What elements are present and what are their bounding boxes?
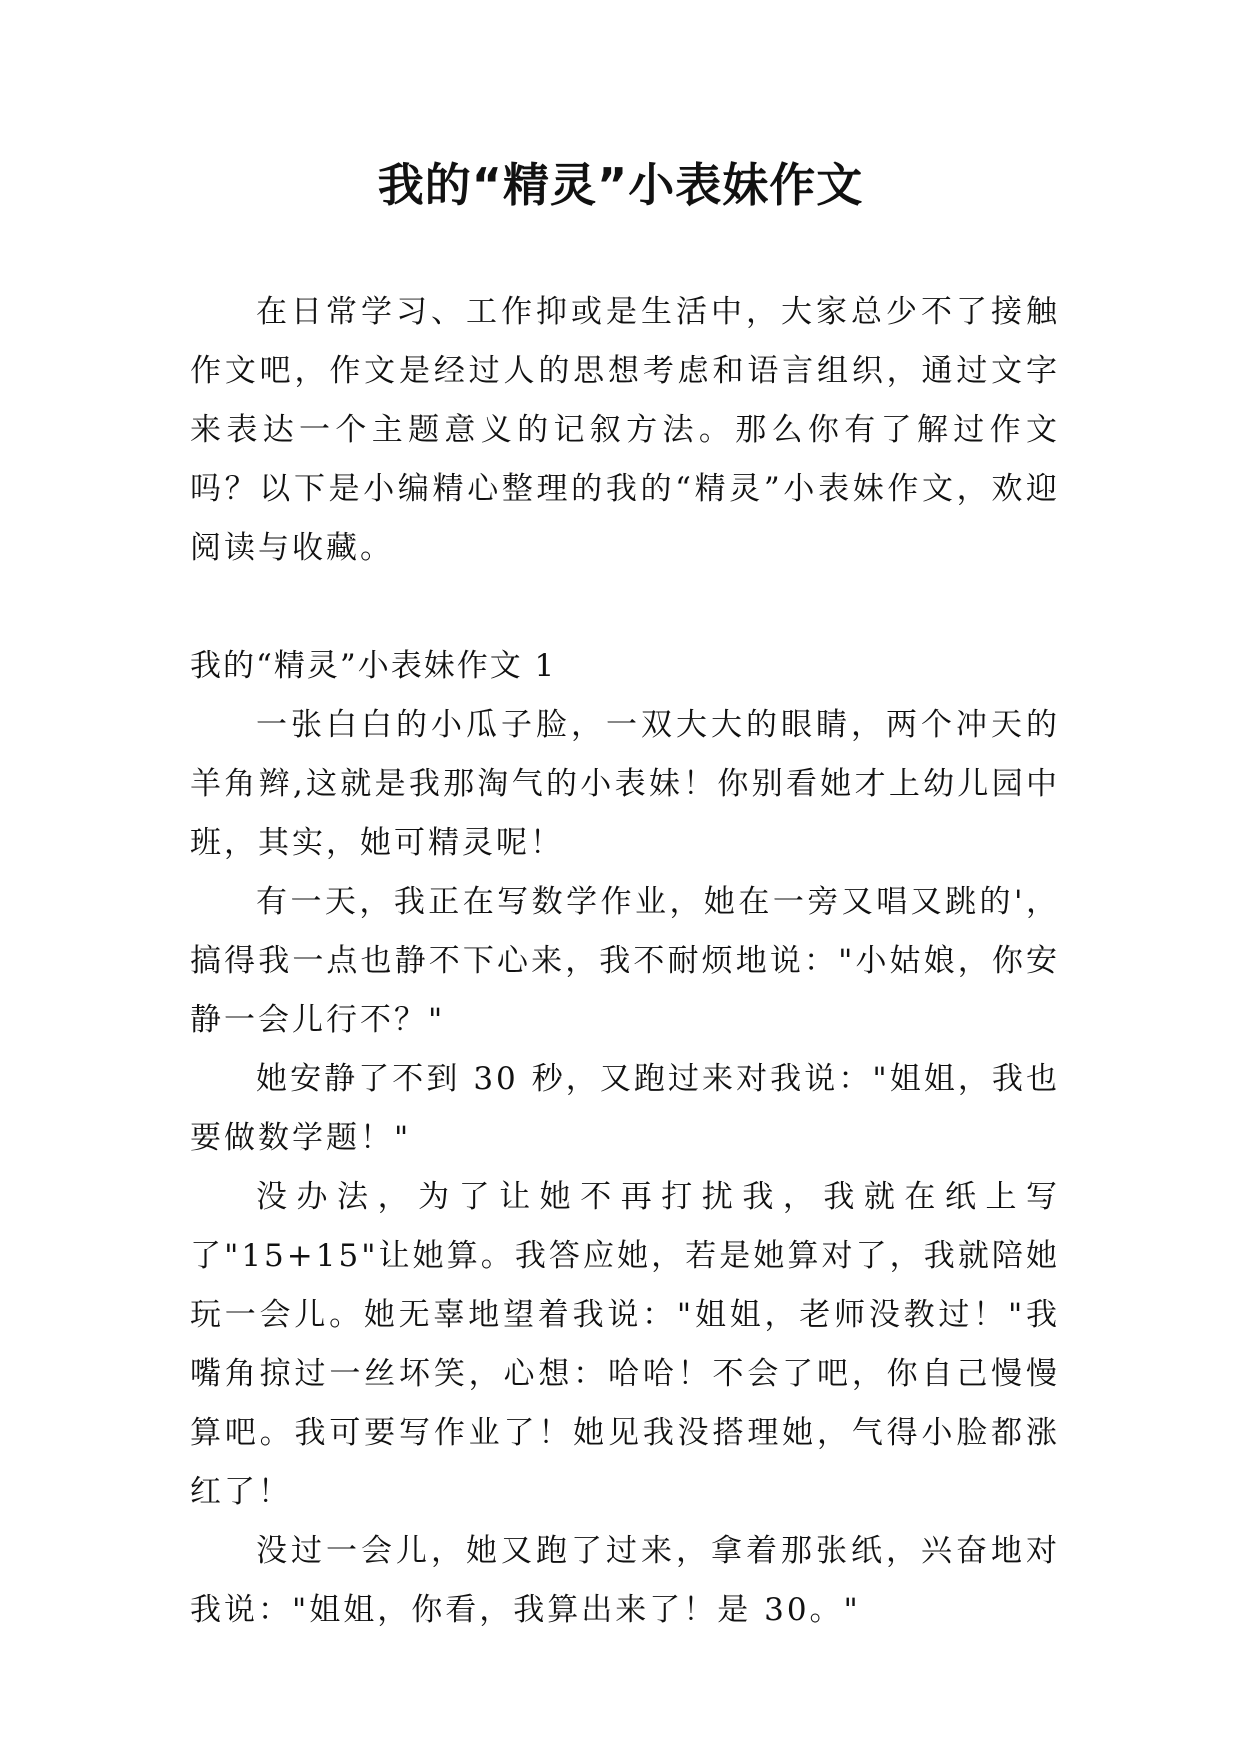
body-paragraph: 没过一会儿，她又跑了过来，拿着那张纸，兴奋地对我说："姐姐，你看，我算出来了！是 30。" xyxy=(190,1533,1060,1628)
intro-paragraph: 在日常学习、工作抑或是生活中，大家总少不了接触作文吧，作文是经过人的思想考虑和语言组织，通过文字来表达一个主题意义的记叙方法。那么你有了解过作文吗？以下是小编精心整理的我的“精灵”小表妹作文，欢迎阅读与收藏。 xyxy=(190,294,1060,566)
document-body xyxy=(190,283,1060,1640)
body-paragraph: 有一天，我正在写数学作业，她在一旁又唱又跳的'，搞得我一点也静不下心来，我不耐烦地说："小姑娘，你安静一会儿行不？" xyxy=(190,884,1060,1038)
document-title: 我的“精灵”小表妹作文 xyxy=(377,158,864,212)
body-paragraph: 一张白白的小瓜子脸，一双大大的眼睛，两个冲天的羊角辫,这就是我那淘气的小表妹！你别看她才上幼儿园中班，其实，她可精灵呢！ xyxy=(190,707,1060,861)
body-paragraph: 没办法，为了让她不再打扰我，我就在纸上写了"15+15"让她算。我答应她，若是她算对了，我就陪她玩一会儿。她无辜地望着我说："姐姐，老师没教过！"我嘴角掠过一丝坏笑，心想：哈哈！不会了吧，你自己慢慢算吧。我可要写作业了！她见我没搭理她，气得小脸都涨红了！ xyxy=(190,1179,1060,1510)
body-paragraph: 她安静了不到 30 秒，又跑过来对我说："姐姐，我也要做数学题！" xyxy=(190,1061,1060,1156)
section-heading: 我的“精灵”小表妹作文 1 xyxy=(190,648,557,684)
